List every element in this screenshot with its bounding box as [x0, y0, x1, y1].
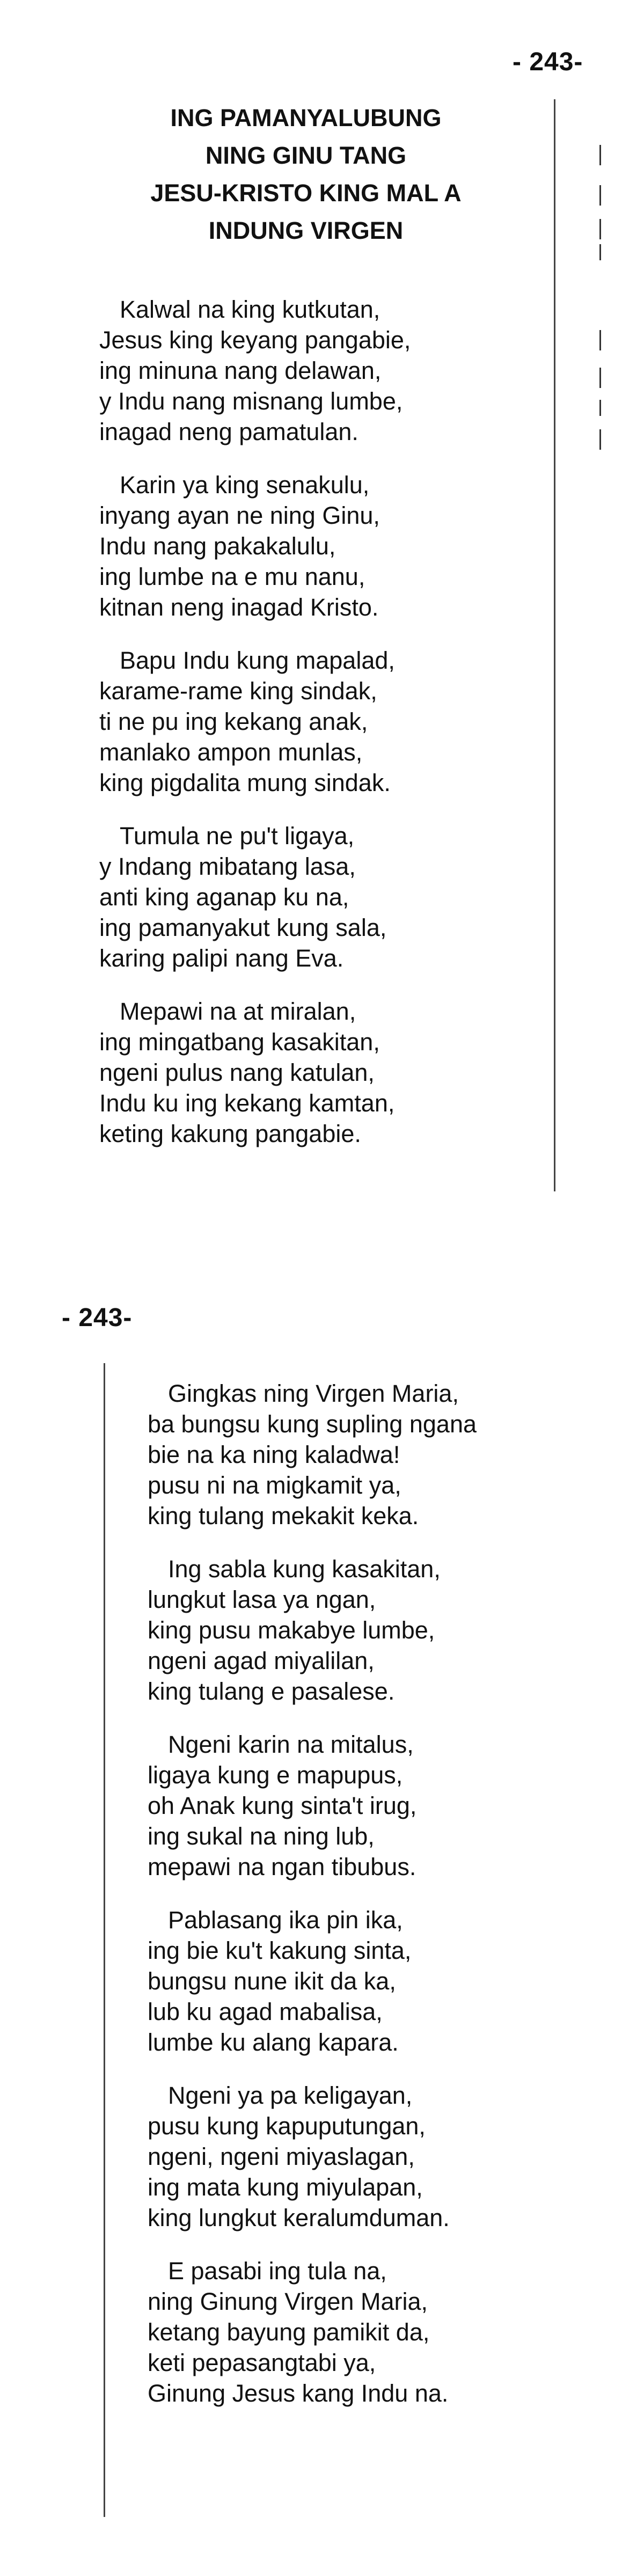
stanza: [99, 645, 539, 798]
stanza: [148, 1554, 639, 1707]
verse-line: king lungkut keralumduman.: [148, 2204, 450, 2231]
left-margin-rule: [104, 1363, 105, 2517]
page-number-top: - 243-: [513, 48, 583, 76]
verse-line: pusu kung kapuputungan,: [148, 2112, 426, 2140]
verse-line: ing pamanyakut kung sala,: [99, 914, 387, 941]
verse-line: mepawi na ngan tibubus.: [148, 1853, 416, 1880]
verse-line: Ginung Jesus kang Indu na.: [148, 2380, 449, 2407]
verse-line: y Indang mibatang lasa,: [99, 853, 356, 880]
verse-line: Indu ku ing kekang kamtan,: [99, 1089, 395, 1117]
verse-line: Bapu Indu kung mapalad,: [120, 647, 395, 674]
stanza: [99, 821, 539, 974]
verse-line: Ngeni karin na mitalus,: [168, 1731, 414, 1758]
verse-line: Mepawi na at miralan,: [120, 998, 356, 1025]
stanza: [148, 1729, 639, 1882]
verse-line: anti king aganap ku na,: [99, 883, 349, 911]
verse-line: Ngeni ya pa keligayan,: [168, 2082, 413, 2109]
verse-line: Karin ya king senakulu,: [120, 471, 370, 499]
poem-stanzas-bottom: [148, 1378, 639, 2431]
margin-tick: [599, 400, 601, 416]
verse-line: manlako ampon munlas,: [99, 738, 363, 766]
verse-line: Tumula ne pu't ligaya,: [120, 822, 355, 850]
title-line: NING GINU TANG: [205, 142, 407, 169]
verse-line: ketang bayung pamikit da,: [148, 2318, 430, 2346]
verse-line: keting kakung pangabie.: [99, 1120, 361, 1147]
verse-line: king tulang e pasalese.: [148, 1678, 395, 1705]
verse-line: kitnan neng inagad Kristo.: [99, 594, 379, 621]
verse-line: ngeni, ngeni miyaslagan,: [148, 2143, 415, 2170]
verse-line: inyang ayan ne ning Ginu,: [99, 502, 380, 529]
verse-line: karing palipi nang Eva.: [99, 945, 344, 972]
stanza: [148, 2080, 639, 2233]
verse-line: king pusu makabye lumbe,: [148, 1616, 435, 1644]
verse-line: ngeni pulus nang katulan,: [99, 1059, 375, 1086]
verse-line: ti ne pu ing kekang anak,: [99, 708, 368, 735]
verse-line: Pablasang ika pin ika,: [168, 1906, 403, 1934]
verse-line: lumbe ku alang kapara.: [148, 2029, 399, 2056]
verse-line: ning Ginung Virgen Maria,: [148, 2288, 428, 2315]
verse-line: inagad neng pamatulan.: [99, 418, 358, 445]
verse-line: karame-rame king sindak,: [99, 677, 377, 705]
verse-line: ing lumbe na e mu nanu,: [99, 563, 365, 590]
margin-tick: [599, 145, 601, 165]
margin-tick: [599, 330, 601, 350]
verse-line: Indu nang pakakalulu,: [99, 532, 336, 560]
stanza: [99, 470, 539, 623]
verse-line: bie na ka ning kaladwa!: [148, 1441, 400, 1468]
stanza: [99, 294, 539, 447]
verse-line: ing bie ku't kakung sinta,: [148, 1937, 412, 1964]
verse-line: ba bungsu kung supling ngana: [148, 1410, 477, 1438]
verse-line: E pasabi ing tula na,: [168, 2257, 387, 2285]
verse-line: oh Anak kung sinta't irug,: [148, 1792, 417, 1819]
verse-line: Ing sabla kung kasakitan,: [168, 1555, 441, 1583]
verse-line: Jesus king keyang pangabie,: [99, 326, 411, 354]
margin-tick: [599, 244, 601, 260]
page-number-bottom: - 243-: [62, 1304, 133, 1332]
verse-line: ligaya kung e mapupus,: [148, 1761, 403, 1789]
verse-line: y Indu nang misnang lumbe,: [99, 387, 403, 415]
poem-title: [113, 99, 499, 250]
verse-line: ngeni agad miyalilan,: [148, 1647, 375, 1674]
margin-tick: [599, 219, 601, 239]
verse-line: king tulang mekakit keka.: [148, 1502, 419, 1529]
verse-line: king pigdalita mung sindak.: [99, 769, 391, 796]
poem-stanzas-top: [99, 294, 539, 1172]
verse-line: Kalwal na king kutkutan,: [120, 296, 380, 323]
margin-tick: [599, 185, 601, 206]
verse-line: keti pepasangtabi ya,: [148, 2349, 376, 2376]
verse-line: ing mingatbang kasakitan,: [99, 1028, 380, 1056]
verse-line: pusu ni na migkamit ya,: [148, 1472, 401, 1499]
right-margin-rule: [554, 99, 555, 1191]
verse-line: ing mata kung miyulapan,: [148, 2174, 423, 2201]
verse-line: bungsu nune ikit da ka,: [148, 1967, 396, 1995]
verse-line: lub ku agad mabalisa,: [148, 1998, 383, 2025]
margin-tick: [599, 429, 601, 450]
stanza: [148, 1378, 639, 1531]
verse-line: ing minuna nang delawan,: [99, 357, 382, 384]
verse-line: ing sukal na ning lub,: [148, 1823, 375, 1850]
title-line: INDUNG VIRGEN: [208, 217, 404, 244]
title-line: JESU-KRISTO KING MAL A: [150, 179, 462, 207]
stanza: [148, 2256, 639, 2409]
verse-line: lungkut lasa ya ngan,: [148, 1586, 376, 1613]
title-line: ING PAMANYALUBUNG: [170, 104, 442, 131]
stanza: [148, 1905, 639, 2058]
stanza: [99, 996, 539, 1149]
verse-line: Gingkas ning Virgen Maria,: [168, 1380, 459, 1407]
margin-tick: [599, 368, 601, 388]
